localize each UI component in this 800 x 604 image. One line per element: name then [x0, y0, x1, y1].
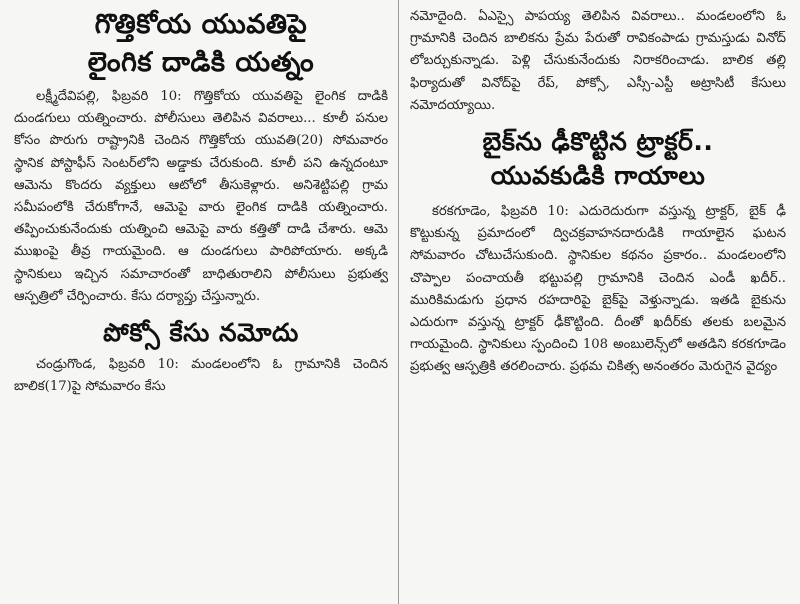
story1-body	[14, 86, 388, 308]
story3-body	[410, 201, 786, 379]
story3-headline-line2: యువకుడికి గాయాలు	[490, 161, 706, 191]
story2-body-start	[14, 354, 388, 398]
story2-body-continued	[410, 6, 786, 117]
story1-paragraph: లక్ష్మీదేవిపల్లి, ఫిబ్రవరి 10: గొత్తికోయ యువతిపై లైంగిక దాడికి దుండగులు యత్నించారు. పోలీసులు తెలిపిన వివరాలు... కూలీ పనుల కోసం పొరుగు రాష్ట్రానికి చెందిన గొత్తికోయ యువతి(20) సోమవారం స్థానిక పోస్టాఫీస్ సెంటర్‌లోని అడ్డాకు చేరుకుంది. కూలీ పని ఉన్నదంటూ ఆమెను కొందరు వ్యక్తులు ఆటోలో తీసుకెళ్లారు. అనిశెట్టిపల్లి గ్రామ సమీపంలోకి చేరుకోగానే, ఆమెపై వారు లైంగిక దాడికి యత్నించారు. తప్పించుకునేందుకు యత్నించి ఆమెపై వారు కత్తితో దాడి చేశారు. ఆమె ముఖంపై తీవ్ర గాయమైంది. ఆ దుండగులు పారిపోయారు. అక్కడి స్థానికులు ఇచ్చిన సమాచారంతో బాధితురాలిని పోలీసులు ప్రభుత్వ ఆస్పత్రిలో చేర్పించారు. కేసు దర్యాప్తు చేస్తున్నారు.	[14, 89, 388, 304]
story2-headline: పోక్సో కేసు నమోదు	[103, 318, 299, 348]
story1-headline-line1: గొత్తికోయ యువతిపై	[94, 9, 308, 40]
left-column	[8, 0, 394, 604]
story3-paragraph: కరకగూడెం, ఫిబ్రవరి 10: ఎదురెదురుగా వస్తున్న ట్రాక్టర్, బైక్ ఢీ కొట్టుకున్న ప్రమాదంలో ద్విచక్రవాహనదారుడికి గాయాలైన ఘటన సోమవారం చోటుచేసుకుంది. స్థానికుల కథనం ప్రకారం.. మండలంలోని చొప్పాల పంచాయతీ భట్టుపల్లి గ్రామానికి చెందిన ఎండీ ఖదీర్.. మురికిమడుగు ప్రధాన రహదారిపై బైక్‌పై వెళ్తున్నాడు. ఇతడి బైకును ఎదురుగా వస్తున్న ట్రాక్టర్ ఢీకొట్టింది. దీంతో ఖదీర్‌కు తలకు బలమైన గాయమైంది. స్థానికులు స్పందించి 108 అంబులెన్స్‌లో అతడిని కరకగూడెం ప్రభుత్వ ఆస్పత్రికి తరలించారు. ప్రథమ చికిత్స అనంతరం మెరుగైన వైద్యం	[410, 204, 786, 375]
right-column	[404, 0, 792, 604]
story2-paragraph-continued: నమోదైంది. ఏఎస్సై పాపయ్య తెలిపిన వివరాలు.. మండలంలోని ఓ గ్రామానికి చెందిన బాలికను ప్రేమ పేరుతో రావికంపాడు గ్రామస్తుడు వినోద్ లోబర్చుకున్నాడు. పెళ్లి చేసుకునేందుకు నిరాకరించాడు. బాలిక తల్లి ఫిర్యాదుతో వినోద్‌పై రేప్, పోక్సో, ఎస్సీ-ఎస్టీ అట్రాసిటీ కేసులు నమోదయ్యాయి.	[410, 9, 786, 113]
story1-headline-line2: లైంగిక దాడికి యత్నం	[87, 47, 315, 78]
story2-paragraph-start: చండ్రుగొండ, ఫిబ్రవరి 10: మండలంలోని ఓ గ్రామానికి చెందిన బాలిక(17)పై సోమవారం కేసు	[14, 357, 388, 395]
column-divider	[398, 0, 399, 604]
story3-headline-line1: బైక్‌ను ఢీకొట్టిన ట్రాక్టర్..	[482, 127, 714, 157]
